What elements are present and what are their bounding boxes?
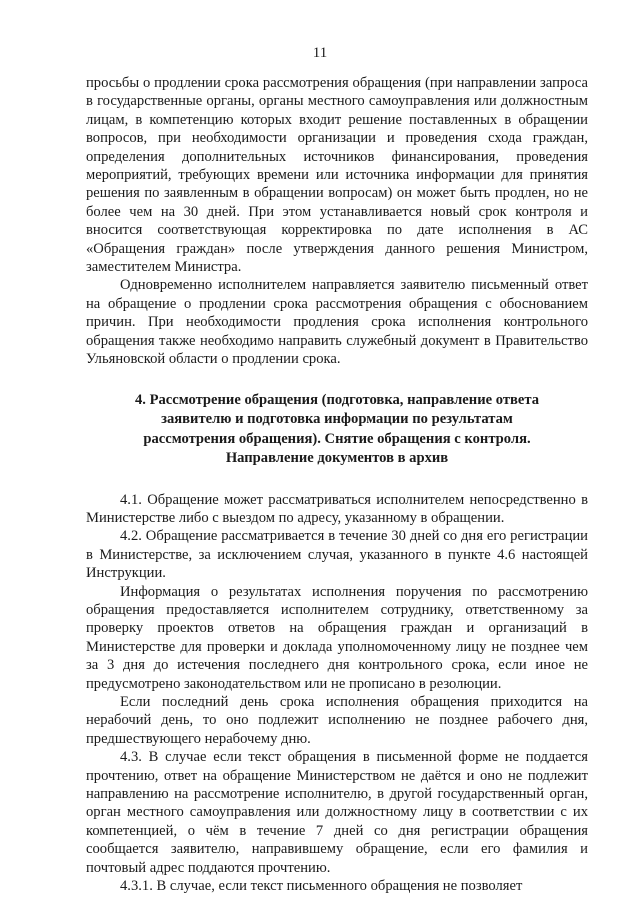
section-heading: 4. Рассмотрение обращения (подготовка, направление ответа заявителю и подготовка информации по результатам рассмотрения обращения). Снятие обращения с контроля. Направление документов в архив	[134, 391, 540, 466]
paragraph: просьбы о продлении срока рассмотрения обращения (при направлении запроса в государственные органы, органы местного самоуправления или должностным лицам, в компетенцию которых входит решение поставленных в обращении вопросов, при необходимости организации и проведения схода граждан, определения дополнительных источников финансирования, проведения мероприятий, требующих времени или источника информации для принятия решения по заявленным в обращении вопросам) он может быть продлен, но не более чем на 30 дней. При этом устанавливается новый срок контроля и вносится соответствующая корректировка по дате исполнения в АС «Обращения граждан» после утверждения данного решения Министром, заместителем Министра.	[86, 75, 588, 276]
paragraph: Если последний день срока исполнения обращения приходится на нерабочий день, то оно подлежит исполнению не позднее рабочего дня, предшествующего нерабочему дню.	[86, 693, 588, 747]
paragraph: 4.1. Обращение может рассматриваться исполнителем непосредственно в Министерстве либо с выездом по адресу, указанному в обращении.	[86, 491, 588, 526]
paragraph: 4.2. Обращение рассматривается в течение 30 дней со дня его регистрации в Министерстве, за исключением случая, указанного в пункте 4.6 настоящей Инструкции.	[86, 528, 588, 582]
page-number: 11	[312, 45, 328, 61]
paragraph: 4.3.1. В случае, если текст письменного обращения не позволяет	[120, 878, 523, 895]
paragraph: Одновременно исполнителем направляется заявителю письменный ответ на обращение о продлении срока рассмотрения обращения с обоснованием причин. При необходимости продления срока исполнения контрольного обращения также необходимо направить служебный документ в Правительство Ульяновской области о продлении срока.	[86, 277, 588, 368]
paragraph: Информация о результатах исполнения поручения по рассмотрению обращения предоставляется исполнителем сотруднику, ответственному за проверку проектов ответов на обращения граждан и организаций в Министерстве для проверки и доклада уполномоченному лицу не позднее чем за 3 дня до истечения последнего дня контрольного срока, если иное не предусмотрено законодательством или не прописано в резолюции.	[86, 583, 588, 692]
paragraph: 4.3. В случае если текст обращения в письменной форме не поддается прочтению, ответ на обращение Министерством не даётся и оно не подлежит направлению на рассмотрение исполнителю, в другой государственный орган, орган местного самоуправления или должностному лицу в соответствии с их компетенцией, о чём в течение 7 дней со дня регистрации обращения сообщается заявителю, направившему обращение, если его фамилия и почтовый адрес поддаются прочтению.	[86, 749, 588, 876]
document-body	[86, 74, 588, 895]
